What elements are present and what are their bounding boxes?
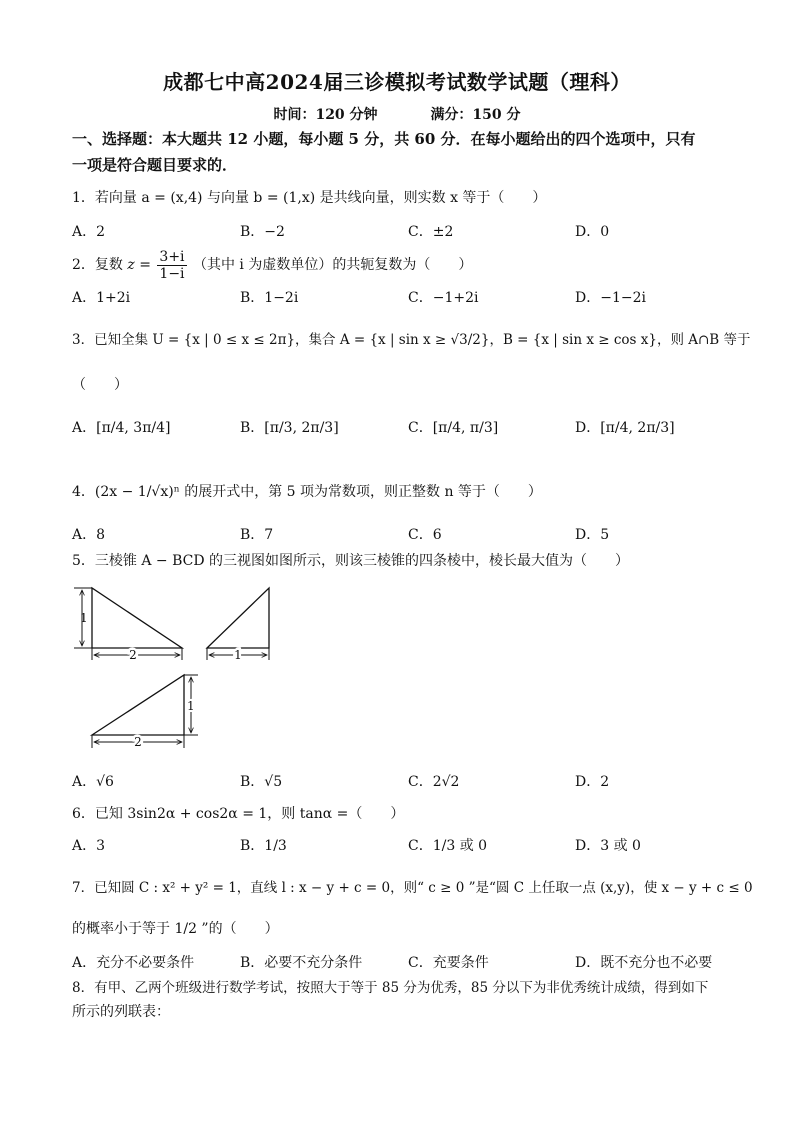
q2-stem-prefix: 2．复数	[72, 257, 123, 273]
q6-option-b: B．1/3	[240, 838, 287, 854]
front-height-label: 1	[80, 611, 88, 625]
q3-option-b: B．[π/3, 2π/3]	[240, 420, 339, 436]
q6-option-a: A．3	[72, 838, 106, 854]
q3-option-a: A．[π/4, 3π/4]	[72, 420, 171, 436]
q2-stem-suffix: （其中 i 为虚数单位）的共轭复数为（ ）	[192, 257, 473, 273]
front-width-label: 2	[129, 648, 137, 662]
question-3-stem-cont: （ ）	[72, 377, 128, 393]
question-2-stem: 2．复数 z = $\frac{3+i}{1-i}$ （其中 i 为虚数单位）的共轭复数为（ ）	[72, 248, 473, 282]
question-3-stem: 3．已知全集 U = {x | 0 ≤ x ≤ 2π}，集合 A = {x | sin x ≥ √3/2}，B = {x | sin x ≥ cos x}，则 A∩B 等于	[72, 332, 751, 348]
q4-option-a: A．8	[72, 527, 106, 543]
q2-option-a: A．1+2i	[72, 290, 131, 306]
question-8-stem: 8．有甲、乙两个班级进行数学考试，按照大于等于 85 分为优秀，85 分以下为非优秀统计成绩，得到如下	[72, 980, 709, 996]
question-8-stem-cont: 所示的列联表：	[72, 1004, 170, 1020]
q6-option-d: D．3 或 0	[575, 838, 641, 854]
top-height-label: 1	[187, 699, 195, 713]
q2-fraction-numerator: 3+i	[159, 248, 185, 265]
q2-option-d: D．−1−2i	[575, 290, 646, 306]
q5-option-a: A．√6	[72, 774, 114, 790]
q1-option-d: D．0	[575, 224, 610, 240]
exam-time: 时间：120 分钟	[273, 107, 378, 123]
q4-option-c: C．6	[408, 527, 442, 543]
question-6-stem: 6．已知 3sin2α + cos2α = 1，则 tanα =（ ）	[72, 806, 405, 822]
q7-option-b: B．必要不充分条件	[240, 955, 363, 971]
question-1-stem: 1．若向量 a = (x,4) 与向量 b = (1,x) 是共线向量，则实数 x 等于（ ）	[72, 190, 547, 206]
q1-option-a: A．2	[72, 224, 106, 240]
exam-meta	[0, 104, 794, 124]
q2-fraction-denominator: 1−i	[159, 265, 185, 282]
q5-option-b: B．√5	[240, 774, 283, 790]
q1-option-c: C．±2	[408, 224, 454, 240]
exam-score: 满分：150 分	[430, 107, 521, 123]
top-width-label: 2	[134, 735, 142, 749]
side-view	[207, 588, 269, 662]
section-heading-line2: 一项是符合题目要求的．	[72, 156, 238, 174]
section-heading-line1: 一、选择题：本大题共 12 小题，每小题 5 分，共 60 分．在每小题给出的四个选项中，只有	[72, 130, 696, 148]
q2-option-c: C．−1+2i	[408, 290, 479, 306]
front-view	[74, 588, 182, 662]
page-title: 成都七中高2024届三诊模拟考试数学试题（理科）	[163, 70, 631, 94]
q4-option-b: B．7	[240, 527, 274, 543]
side-width-label: 1	[234, 648, 242, 662]
three-view-figure	[70, 580, 290, 756]
question-7-stem: 7．已知圆 C : x² + y² = 1，直线 l : x − y + c = 0，则“ c ≥ 0 ”是“圆 C 上任取一点 (x,y)，使 x − y + c ≤ 0	[72, 880, 753, 896]
q7-option-a: A．充分不必要条件	[72, 955, 195, 971]
q2-fraction	[157, 249, 186, 282]
question-5-stem: 5．三棱锥 A − BCD 的三视图如图所示，则该三棱锥的四条棱中，棱长最大值为（ ）	[72, 553, 630, 569]
q5-option-d: D．2	[575, 774, 610, 790]
q3-option-d: D．[π/4, 2π/3]	[575, 420, 675, 436]
q4-option-d: D．5	[575, 527, 610, 543]
q3-option-c: C．[π/4, π/3]	[408, 420, 499, 436]
question-4-stem: 4．(2x − 1/√x)ⁿ 的展开式中，第 5 项为常数项，则正整数 n 等于（ ）	[72, 484, 542, 500]
q1-option-b: B．−2	[240, 224, 285, 240]
q5-option-c: C．2√2	[408, 774, 460, 790]
top-view	[92, 675, 198, 749]
q7-option-c: C．充要条件	[408, 955, 489, 971]
q2-option-b: B．1−2i	[240, 290, 299, 306]
question-7-stem-cont: 的概率小于等于 1/2 ”的（ ）	[72, 921, 279, 937]
q6-option-c: C．1/3 或 0	[408, 838, 488, 854]
q7-option-d: D．既不充分也不必要	[575, 955, 713, 971]
